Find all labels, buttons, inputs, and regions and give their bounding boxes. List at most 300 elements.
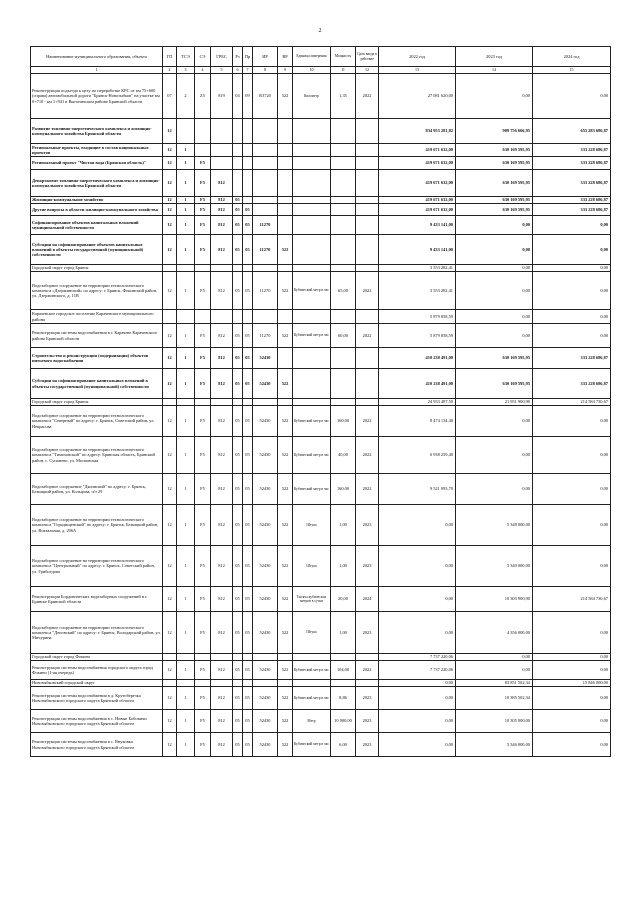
cell-gp: 12 bbox=[163, 235, 177, 265]
cell-rz: 05 bbox=[233, 733, 243, 757]
cell-2023: 0,00 bbox=[456, 265, 533, 272]
column-number: 11 bbox=[331, 67, 356, 74]
cell-capacity: 6,00 bbox=[331, 733, 356, 757]
cell-pr bbox=[243, 654, 253, 661]
cell-unit: Метр bbox=[293, 710, 331, 733]
cell-2022: 0,00 bbox=[379, 587, 456, 612]
cell-2024: 0,00 bbox=[533, 216, 611, 235]
cell-grbs: 812 bbox=[211, 612, 233, 654]
cell-2023: 0,00 bbox=[456, 324, 533, 348]
cell-capacity bbox=[331, 204, 356, 216]
cell-ir bbox=[253, 310, 278, 324]
cell-capacity: 8,86 bbox=[331, 687, 356, 710]
column-number: 8 bbox=[253, 67, 278, 74]
cell-2023: 630 169 595,95 bbox=[456, 157, 533, 170]
cell-rz: 05 bbox=[233, 661, 243, 680]
cell-rz: 05 bbox=[233, 687, 243, 710]
cell-vr: 522 bbox=[278, 612, 293, 654]
cell-tse: 1 bbox=[177, 204, 195, 216]
cell-ir: 52430 bbox=[253, 710, 278, 733]
cell-capacity bbox=[331, 119, 356, 144]
cell-2023: 4 356 000,00 bbox=[456, 612, 533, 654]
cell-unit: Кубический метр в час bbox=[293, 661, 331, 680]
cell-se: F5 bbox=[195, 170, 211, 197]
table-row bbox=[31, 348, 611, 369]
cell-ir bbox=[253, 654, 278, 661]
cell-term bbox=[356, 157, 379, 170]
cell-ir: 52430 bbox=[253, 348, 278, 369]
cell-2022: 3 553 282,41 bbox=[379, 265, 456, 272]
cell-ir: 52430 bbox=[253, 661, 278, 680]
cell-ir: 11270 bbox=[253, 324, 278, 348]
cell-2023: 5 348 000,00 bbox=[456, 505, 533, 546]
cell-se: F5 bbox=[195, 587, 211, 612]
header-ir: ИР bbox=[253, 47, 278, 67]
cell-rz bbox=[233, 399, 243, 406]
cell-term: 2022 bbox=[356, 661, 379, 680]
cell-grbs bbox=[211, 310, 233, 324]
cell-term bbox=[356, 265, 379, 272]
cell-grbs bbox=[211, 680, 233, 687]
cell-rz: 05 bbox=[233, 546, 243, 587]
cell-grbs: 812 bbox=[211, 216, 233, 235]
cell-pr: 05 bbox=[243, 216, 253, 235]
cell-ir bbox=[253, 680, 278, 687]
cell-2022: 0,00 bbox=[379, 733, 456, 757]
cell-term bbox=[356, 654, 379, 661]
cell-name: Карачевское городское поселение Карачевского муниципального района bbox=[31, 310, 163, 324]
cell-capacity: 1,00 bbox=[331, 612, 356, 654]
cell-tse: 1 bbox=[177, 369, 195, 399]
cell-unit: Кубический метр в час bbox=[293, 474, 331, 505]
cell-ir bbox=[253, 265, 278, 272]
cell-tse: 1 bbox=[177, 587, 195, 612]
cell-capacity bbox=[331, 265, 356, 272]
cell-tse: 1 bbox=[177, 216, 195, 235]
cell-term bbox=[356, 680, 379, 687]
cell-rz: 05 bbox=[233, 505, 243, 546]
cell-gp: 12 bbox=[163, 272, 177, 310]
cell-vr bbox=[278, 197, 293, 204]
column-number: 1 bbox=[31, 67, 163, 74]
cell-gp: 12 bbox=[163, 324, 177, 348]
cell-tse bbox=[177, 310, 195, 324]
table-row bbox=[31, 324, 611, 348]
cell-unit bbox=[293, 235, 331, 265]
cell-capacity bbox=[331, 680, 356, 687]
cell-rz: 05 bbox=[233, 272, 243, 310]
cell-tse bbox=[177, 654, 195, 661]
table-row bbox=[31, 612, 611, 654]
cell-tse: 1 bbox=[177, 710, 195, 733]
cell-2022: 5 879 858,59 bbox=[379, 324, 456, 348]
cell-gp: 12 bbox=[163, 170, 177, 197]
cell-vr: 522 bbox=[278, 272, 293, 310]
cell-grbs: 812 bbox=[211, 546, 233, 587]
cell-term bbox=[356, 204, 379, 216]
header-term: Срок ввода в действие bbox=[356, 47, 379, 67]
cell-name: Новозыбковский городской округ bbox=[31, 680, 163, 687]
cell-gp: 12 bbox=[163, 197, 177, 204]
cell-vr bbox=[278, 157, 293, 170]
cell-grbs: 812 bbox=[211, 474, 233, 505]
cell-2024: 0,00 bbox=[533, 733, 611, 757]
cell-2022: 24 933 487,50 bbox=[379, 399, 456, 406]
cell-rz: 05 bbox=[233, 324, 243, 348]
cell-vr: 522 bbox=[278, 369, 293, 399]
cell-se: F5 bbox=[195, 546, 211, 587]
cell-pr bbox=[243, 170, 253, 197]
cell-se: F5 bbox=[195, 437, 211, 474]
cell-se: F5 bbox=[195, 197, 211, 204]
cell-grbs: 812 bbox=[211, 369, 233, 399]
cell-2022: 419 671 632,00 bbox=[379, 197, 456, 204]
cell-grbs: 812 bbox=[211, 348, 233, 369]
cell-2023: 0,00 bbox=[456, 474, 533, 505]
cell-2022: 834 953 281,82 bbox=[379, 119, 456, 144]
cell-grbs bbox=[211, 654, 233, 661]
cell-vr: 522 bbox=[278, 687, 293, 710]
cell-2022: 0,00 bbox=[379, 612, 456, 654]
cell-gp: 12 bbox=[163, 119, 177, 144]
cell-2023: 630 169 595,95 bbox=[456, 369, 533, 399]
cell-se: F5 bbox=[195, 235, 211, 265]
cell-vr: 522 bbox=[278, 505, 293, 546]
cell-unit: Штука bbox=[293, 546, 331, 587]
header-se: СЭ bbox=[195, 47, 211, 67]
cell-se bbox=[195, 144, 211, 157]
cell-2024: 0,00 bbox=[533, 310, 611, 324]
column-number: 6 bbox=[233, 67, 243, 74]
cell-se: F5 bbox=[195, 272, 211, 310]
column-number: 4 bbox=[195, 67, 211, 74]
cell-grbs: 812 bbox=[211, 204, 233, 216]
cell-2022: 8 474 134,40 bbox=[379, 406, 456, 437]
cell-name: Региональный проект "Чистая вода (Брянская область)" bbox=[31, 157, 163, 170]
cell-capacity: 40,00 bbox=[331, 437, 356, 474]
cell-2024: 0,00 bbox=[533, 324, 611, 348]
header-2023: 2023 год bbox=[456, 47, 533, 67]
cell-2024: 0,00 bbox=[533, 661, 611, 680]
cell-term bbox=[356, 144, 379, 157]
table-row bbox=[31, 369, 611, 399]
cell-unit: Кубический метр в час bbox=[293, 272, 331, 310]
table-row bbox=[31, 406, 611, 437]
table-row bbox=[31, 74, 611, 119]
cell-ir: 52430 bbox=[253, 474, 278, 505]
cell-rz: 05 bbox=[233, 369, 243, 399]
cell-tse: 2 bbox=[177, 74, 195, 119]
table-row bbox=[31, 733, 611, 757]
cell-tse: 1 bbox=[177, 324, 195, 348]
cell-capacity: 10 000,00 bbox=[331, 710, 356, 733]
cell-term: 2022 bbox=[356, 74, 379, 119]
cell-2022: 27 081 620,00 bbox=[379, 74, 456, 119]
cell-2023: 0,00 bbox=[456, 216, 533, 235]
column-number-row bbox=[31, 67, 611, 74]
cell-tse bbox=[177, 265, 195, 272]
cell-gp bbox=[163, 265, 177, 272]
cell-term bbox=[356, 369, 379, 399]
table-row bbox=[31, 144, 611, 157]
cell-name: Субсидии на софинансирование объектов капитальных вложений в объекты государственной (муниципальной) собственности bbox=[31, 235, 163, 265]
table-row bbox=[31, 399, 611, 406]
cell-pr: 05 bbox=[243, 687, 253, 710]
column-number: 12 bbox=[356, 67, 379, 74]
cell-pr: 05 bbox=[243, 612, 253, 654]
cell-ir bbox=[253, 399, 278, 406]
cell-capacity: 1,00 bbox=[331, 505, 356, 546]
cell-capacity bbox=[331, 144, 356, 157]
cell-2022: 0,00 bbox=[379, 546, 456, 587]
cell-name: Софинансирование объектов капитальных вложений муниципальной собственности bbox=[31, 216, 163, 235]
cell-unit bbox=[293, 399, 331, 406]
cell-term: 2023 bbox=[356, 612, 379, 654]
cell-gp bbox=[163, 310, 177, 324]
cell-grbs: 812 bbox=[211, 324, 233, 348]
cell-rz bbox=[233, 680, 243, 687]
cell-2024: 333 228 686,87 bbox=[533, 170, 611, 197]
cell-vr: 522 bbox=[278, 235, 293, 265]
cell-name: Водозаборное сооружение на территории технологического комплекса "Деповский" по адресу: г. Брянск, Володарский район, ул. Мичурина bbox=[31, 612, 163, 654]
cell-grbs: 812 bbox=[211, 437, 233, 474]
table-row bbox=[31, 216, 611, 235]
cell-rz: 05 bbox=[233, 474, 243, 505]
cell-capacity: 1,35 bbox=[331, 74, 356, 119]
cell-pr bbox=[243, 399, 253, 406]
cell-tse: 1 bbox=[177, 197, 195, 204]
cell-name: Строительство и реконструкция (модернизация) объектов питьевого водоснабжения bbox=[31, 348, 163, 369]
cell-2024: 0,00 bbox=[533, 265, 611, 272]
cell-unit bbox=[293, 680, 331, 687]
cell-unit bbox=[293, 197, 331, 204]
cell-rz bbox=[233, 144, 243, 157]
cell-se: F5 bbox=[195, 505, 211, 546]
cell-capacity bbox=[331, 235, 356, 265]
cell-2024: 0,00 bbox=[533, 437, 611, 474]
cell-vr bbox=[278, 348, 293, 369]
cell-capacity bbox=[331, 170, 356, 197]
cell-rz bbox=[233, 119, 243, 144]
cell-vr bbox=[278, 265, 293, 272]
cell-se: F5 bbox=[195, 348, 211, 369]
column-number: 15 bbox=[533, 67, 611, 74]
cell-rz: 05 bbox=[233, 437, 243, 474]
cell-gp: 12 bbox=[163, 474, 177, 505]
column-number: 13 bbox=[379, 67, 456, 74]
cell-se bbox=[195, 119, 211, 144]
cell-ir: 52430 bbox=[253, 546, 278, 587]
cell-pr: 05 bbox=[243, 235, 253, 265]
cell-rz: 04 bbox=[233, 74, 243, 119]
cell-grbs: 812 bbox=[211, 406, 233, 437]
cell-term: 2023 bbox=[356, 687, 379, 710]
column-number: 2 bbox=[163, 67, 177, 74]
cell-2023: 10 305 000,00 bbox=[456, 710, 533, 733]
cell-rz bbox=[233, 654, 243, 661]
cell-tse: 1 bbox=[177, 348, 195, 369]
table-row bbox=[31, 157, 611, 170]
cell-2024: 655 283 686,87 bbox=[533, 119, 611, 144]
cell-2024: 0,00 bbox=[533, 505, 611, 546]
cell-2024: 214 584 730,67 bbox=[533, 587, 611, 612]
cell-pr: 05 bbox=[243, 587, 253, 612]
cell-unit bbox=[293, 369, 331, 399]
cell-tse bbox=[177, 399, 195, 406]
cell-rz: 05 bbox=[233, 204, 243, 216]
cell-2022: 3 553 282,41 bbox=[379, 272, 456, 310]
cell-vr bbox=[278, 144, 293, 157]
cell-2023: 630 169 595,95 bbox=[456, 197, 533, 204]
cell-ir bbox=[253, 204, 278, 216]
cell-term bbox=[356, 119, 379, 144]
cell-gp: 12 bbox=[163, 710, 177, 733]
cell-2023: 21 951 900,90 bbox=[456, 399, 533, 406]
cell-term bbox=[356, 235, 379, 265]
cell-se: F5 bbox=[195, 324, 211, 348]
cell-unit bbox=[293, 265, 331, 272]
cell-unit: Кубический метр в час bbox=[293, 406, 331, 437]
cell-2023: 0,00 bbox=[456, 437, 533, 474]
cell-gp: 12 bbox=[163, 348, 177, 369]
cell-term: 2023 bbox=[356, 505, 379, 546]
cell-name: Реконструкция системы водоснабжения городского округа город Фокино (1-ая очередь) bbox=[31, 661, 163, 680]
cell-ir: 11270 bbox=[253, 235, 278, 265]
cell-unit bbox=[293, 216, 331, 235]
cell-tse: 1 bbox=[177, 687, 195, 710]
cell-2023: 909 756 666,95 bbox=[456, 119, 533, 144]
cell-name: Городской округ город Брянск bbox=[31, 399, 163, 406]
cell-unit bbox=[293, 144, 331, 157]
cell-pr: 05 bbox=[243, 546, 253, 587]
cell-gp: 12 bbox=[163, 661, 177, 680]
cell-tse: 1 bbox=[177, 157, 195, 170]
cell-pr bbox=[243, 119, 253, 144]
table-row bbox=[31, 437, 611, 474]
cell-ir: 52430 bbox=[253, 505, 278, 546]
cell-ir: 52430 bbox=[253, 687, 278, 710]
cell-vr bbox=[278, 119, 293, 144]
cell-gp: 12 bbox=[163, 587, 177, 612]
cell-gp: 12 bbox=[163, 505, 177, 546]
cell-2022: 0,00 bbox=[379, 505, 456, 546]
header-rz: Рз bbox=[233, 47, 243, 67]
cell-name: Департамент топливно-энергетического комплекса и жилищно-коммунального хозяйства Брянской области bbox=[31, 170, 163, 197]
cell-2023: 0,00 bbox=[456, 310, 533, 324]
cell-tse: 1 bbox=[177, 170, 195, 197]
table-header-row bbox=[31, 47, 611, 67]
column-number: 14 bbox=[456, 67, 533, 74]
cell-unit bbox=[293, 654, 331, 661]
cell-name: Жилищно-коммунальное хозяйство bbox=[31, 197, 163, 204]
cell-tse: 1 bbox=[177, 733, 195, 757]
cell-pr bbox=[243, 680, 253, 687]
cell-unit: Кубический метр в час bbox=[293, 687, 331, 710]
cell-2023: 0,00 bbox=[456, 654, 533, 661]
cell-unit bbox=[293, 204, 331, 216]
column-number: 7 bbox=[243, 67, 253, 74]
cell-rz: 05 bbox=[233, 406, 243, 437]
cell-2024: 333 228 686,87 bbox=[533, 144, 611, 157]
header-2022: 2022 год bbox=[379, 47, 456, 67]
cell-vr bbox=[278, 204, 293, 216]
table-row bbox=[31, 170, 611, 197]
cell-ir bbox=[253, 119, 278, 144]
cell-ir: 52430 bbox=[253, 369, 278, 399]
header-pr: Пр bbox=[243, 47, 253, 67]
cell-term: 2023 bbox=[356, 710, 379, 733]
cell-term bbox=[356, 310, 379, 324]
cell-term: 2024 bbox=[356, 587, 379, 612]
cell-name: Реконструкция системы водоснабжения в с. Новые Бобовичи Новозыбковского городского округа Брянской области bbox=[31, 710, 163, 733]
table-row bbox=[31, 119, 611, 144]
cell-gp: 12 bbox=[163, 437, 177, 474]
cell-capacity bbox=[331, 654, 356, 661]
cell-vr: 522 bbox=[278, 587, 293, 612]
cell-name: Реконструкция системы водоснабжения в г. Карачеве Карачевского района Брянской области bbox=[31, 324, 163, 348]
cell-capacity bbox=[331, 157, 356, 170]
cell-2024: 333 228 686,87 bbox=[533, 204, 611, 216]
cell-2023: 10 385 502,34 bbox=[456, 687, 533, 710]
cell-tse: 1 bbox=[177, 235, 195, 265]
header-grbs: ГРБС bbox=[211, 47, 233, 67]
cell-unit: Штука bbox=[293, 505, 331, 546]
cell-ir: 11270 bbox=[253, 272, 278, 310]
header-capacity: Мощность bbox=[331, 47, 356, 67]
cell-unit: Кубический метр в час bbox=[293, 324, 331, 348]
cell-2022: 410 238 491,00 bbox=[379, 369, 456, 399]
cell-term: 2022 bbox=[356, 272, 379, 310]
cell-2022: 419 671 632,00 bbox=[379, 204, 456, 216]
cell-vr bbox=[278, 654, 293, 661]
cell-ir: 52430 bbox=[253, 612, 278, 654]
cell-2023: 630 169 595,95 bbox=[456, 144, 533, 157]
cell-capacity: 160,00 bbox=[331, 406, 356, 437]
cell-rz: 05 bbox=[233, 587, 243, 612]
cell-term bbox=[356, 197, 379, 204]
cell-name: Субсидии на софинансирование капитальных вложений в объекты государственной (муниципальной) собственности bbox=[31, 369, 163, 399]
cell-2024: 0,00 bbox=[533, 235, 611, 265]
cell-capacity bbox=[331, 197, 356, 204]
cell-rz bbox=[233, 265, 243, 272]
cell-gp: 12 bbox=[163, 406, 177, 437]
cell-rz: 05 bbox=[233, 348, 243, 369]
cell-gp: 12 bbox=[163, 369, 177, 399]
cell-capacity: 160,00 bbox=[331, 474, 356, 505]
cell-pr bbox=[243, 197, 253, 204]
cell-name: Региональные проекты, входящие в состав национальных проектов bbox=[31, 144, 163, 157]
header-unit: Единица измерения bbox=[293, 47, 331, 67]
cell-ir bbox=[253, 144, 278, 157]
cell-grbs: 812 bbox=[211, 505, 233, 546]
cell-se bbox=[195, 680, 211, 687]
cell-2023: 0,00 bbox=[456, 406, 533, 437]
cell-2022: 7 737 220,06 bbox=[379, 654, 456, 661]
cell-term: 2023 bbox=[356, 546, 379, 587]
cell-capacity bbox=[331, 348, 356, 369]
cell-pr: 09 bbox=[243, 74, 253, 119]
cell-2022: 0,00 bbox=[379, 680, 456, 687]
cell-pr: 05 bbox=[243, 710, 253, 733]
cell-vr: 522 bbox=[278, 437, 293, 474]
cell-capacity: 104,00 bbox=[331, 661, 356, 680]
cell-se bbox=[195, 310, 211, 324]
cell-2023: 0,00 bbox=[456, 661, 533, 680]
cell-2024: 0,00 bbox=[533, 687, 611, 710]
cell-tse: 1 bbox=[177, 612, 195, 654]
cell-name: Водозаборное сооружение на территории технологического комплекса "Северный" по адресу: г. Брянск, Советский район, ул. Некрасова bbox=[31, 406, 163, 437]
cell-se: F5 bbox=[195, 204, 211, 216]
